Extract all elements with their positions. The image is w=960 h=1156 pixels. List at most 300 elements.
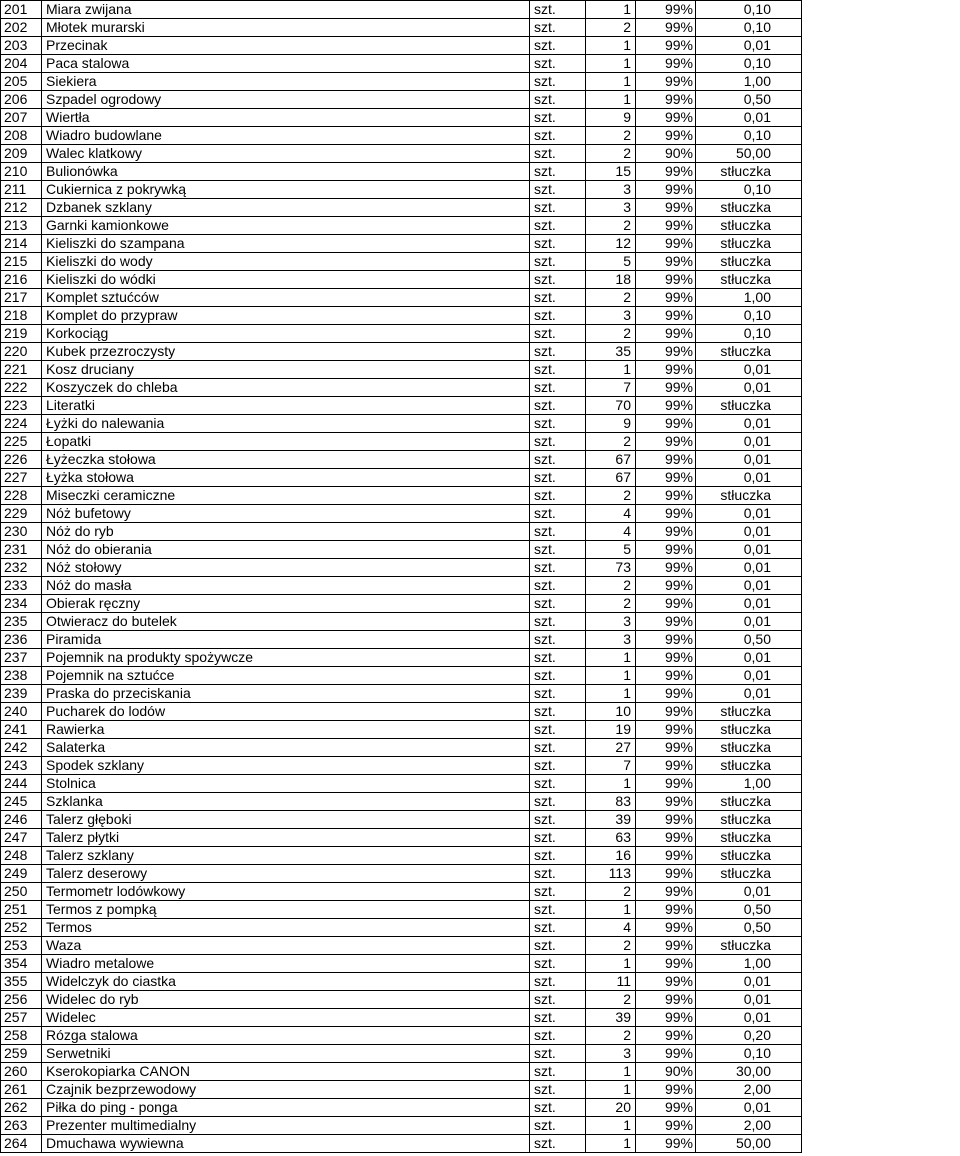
table-row bbox=[1, 649, 802, 667]
item-name-cell: Walec klatkowy bbox=[42, 145, 530, 163]
item-number-cell: 243 bbox=[1, 757, 42, 775]
item-name-cell: Kosz druciany bbox=[42, 361, 530, 379]
item-name-cell: Wiertła bbox=[42, 109, 530, 127]
item-value-cell: 0,01 bbox=[696, 37, 802, 55]
item-quantity-cell: 1 bbox=[586, 955, 636, 973]
table-row bbox=[1, 451, 802, 469]
item-name-cell: Stolnica bbox=[42, 775, 530, 793]
item-value-cell: 0,01 bbox=[696, 379, 802, 397]
item-wear-percent-cell: 99% bbox=[636, 991, 696, 1009]
item-unit-cell: szt. bbox=[530, 217, 586, 235]
item-name-cell: Obierak ręczny bbox=[42, 595, 530, 613]
item-quantity-cell: 1 bbox=[586, 901, 636, 919]
table-row bbox=[1, 739, 802, 757]
item-wear-percent-cell: 99% bbox=[636, 19, 696, 37]
item-unit-cell: szt. bbox=[530, 631, 586, 649]
item-number-cell: 236 bbox=[1, 631, 42, 649]
item-unit-cell: szt. bbox=[530, 721, 586, 739]
item-wear-percent-cell: 99% bbox=[636, 595, 696, 613]
item-unit-cell: szt. bbox=[530, 433, 586, 451]
item-number-cell: 201 bbox=[1, 1, 42, 19]
item-wear-percent-cell: 99% bbox=[636, 91, 696, 109]
item-name-cell: Dmuchawa wywiewna bbox=[42, 1135, 530, 1153]
item-value-cell: 0,01 bbox=[696, 595, 802, 613]
item-quantity-cell: 11 bbox=[586, 973, 636, 991]
item-value-cell: stłuczka bbox=[696, 721, 802, 739]
item-number-cell: 263 bbox=[1, 1117, 42, 1135]
item-number-cell: 233 bbox=[1, 577, 42, 595]
item-number-cell: 230 bbox=[1, 523, 42, 541]
item-value-cell: 0,01 bbox=[696, 523, 802, 541]
table-row bbox=[1, 541, 802, 559]
item-unit-cell: szt. bbox=[530, 181, 586, 199]
item-name-cell: Miara zwijana bbox=[42, 1, 530, 19]
item-name-cell: Literatki bbox=[42, 397, 530, 415]
item-wear-percent-cell: 99% bbox=[636, 541, 696, 559]
item-name-cell: Spodek szklany bbox=[42, 757, 530, 775]
item-wear-percent-cell: 99% bbox=[636, 757, 696, 775]
table-row bbox=[1, 703, 802, 721]
item-number-cell: 246 bbox=[1, 811, 42, 829]
item-number-cell: 261 bbox=[1, 1081, 42, 1099]
item-wear-percent-cell: 99% bbox=[636, 937, 696, 955]
table-row bbox=[1, 613, 802, 631]
item-value-cell: stłuczka bbox=[696, 217, 802, 235]
item-name-cell: Pucharek do lodów bbox=[42, 703, 530, 721]
item-quantity-cell: 3 bbox=[586, 199, 636, 217]
item-name-cell: Termos z pompką bbox=[42, 901, 530, 919]
item-number-cell: 209 bbox=[1, 145, 42, 163]
item-number-cell: 204 bbox=[1, 55, 42, 73]
item-quantity-cell: 39 bbox=[586, 811, 636, 829]
item-value-cell: 1,00 bbox=[696, 73, 802, 91]
table-row bbox=[1, 883, 802, 901]
item-name-cell: Czajnik bezprzewodowy bbox=[42, 1081, 530, 1099]
item-unit-cell: szt. bbox=[530, 613, 586, 631]
item-name-cell: Praska do przeciskania bbox=[42, 685, 530, 703]
item-quantity-cell: 1 bbox=[586, 37, 636, 55]
item-unit-cell: szt. bbox=[530, 883, 586, 901]
item-quantity-cell: 7 bbox=[586, 379, 636, 397]
item-name-cell: Rózga stalowa bbox=[42, 1027, 530, 1045]
item-name-cell: Termos bbox=[42, 919, 530, 937]
item-name-cell: Łyżeczka stołowa bbox=[42, 451, 530, 469]
item-unit-cell: szt. bbox=[530, 253, 586, 271]
item-name-cell: Talerz szklany bbox=[42, 847, 530, 865]
table-row bbox=[1, 253, 802, 271]
item-value-cell: 0,01 bbox=[696, 505, 802, 523]
item-wear-percent-cell: 99% bbox=[636, 1081, 696, 1099]
table-row bbox=[1, 397, 802, 415]
item-unit-cell: szt. bbox=[530, 199, 586, 217]
item-quantity-cell: 1 bbox=[586, 73, 636, 91]
table-row bbox=[1, 1117, 802, 1135]
table-row bbox=[1, 361, 802, 379]
item-quantity-cell: 1 bbox=[586, 55, 636, 73]
table-row bbox=[1, 631, 802, 649]
item-unit-cell: szt. bbox=[530, 55, 586, 73]
item-unit-cell: szt. bbox=[530, 361, 586, 379]
item-name-cell: Kubek przezroczysty bbox=[42, 343, 530, 361]
item-wear-percent-cell: 99% bbox=[636, 973, 696, 991]
item-quantity-cell: 27 bbox=[586, 739, 636, 757]
item-name-cell: Widelec bbox=[42, 1009, 530, 1027]
item-unit-cell: szt. bbox=[530, 1081, 586, 1099]
table-row bbox=[1, 829, 802, 847]
table-row bbox=[1, 793, 802, 811]
item-name-cell: Widelczyk do ciastka bbox=[42, 973, 530, 991]
item-number-cell: 251 bbox=[1, 901, 42, 919]
item-quantity-cell: 5 bbox=[586, 253, 636, 271]
item-value-cell: 0,01 bbox=[696, 469, 802, 487]
item-value-cell: 50,00 bbox=[696, 145, 802, 163]
item-value-cell: 0,10 bbox=[696, 307, 802, 325]
table-row bbox=[1, 667, 802, 685]
item-wear-percent-cell: 99% bbox=[636, 397, 696, 415]
item-name-cell: Pojemnik na sztućce bbox=[42, 667, 530, 685]
item-quantity-cell: 83 bbox=[586, 793, 636, 811]
item-value-cell: 0,01 bbox=[696, 1009, 802, 1027]
item-value-cell: stłuczka bbox=[696, 757, 802, 775]
item-wear-percent-cell: 99% bbox=[636, 109, 696, 127]
table-row bbox=[1, 721, 802, 739]
item-wear-percent-cell: 99% bbox=[636, 865, 696, 883]
item-unit-cell: szt. bbox=[530, 937, 586, 955]
item-number-cell: 221 bbox=[1, 361, 42, 379]
item-quantity-cell: 2 bbox=[586, 433, 636, 451]
item-unit-cell: szt. bbox=[530, 73, 586, 91]
item-wear-percent-cell: 90% bbox=[636, 1063, 696, 1081]
table-row bbox=[1, 343, 802, 361]
item-quantity-cell: 3 bbox=[586, 631, 636, 649]
table-row bbox=[1, 379, 802, 397]
item-unit-cell: szt. bbox=[530, 163, 586, 181]
table-row bbox=[1, 937, 802, 955]
item-number-cell: 260 bbox=[1, 1063, 42, 1081]
item-value-cell: 0,01 bbox=[696, 667, 802, 685]
item-wear-percent-cell: 99% bbox=[636, 631, 696, 649]
item-number-cell: 205 bbox=[1, 73, 42, 91]
item-number-cell: 242 bbox=[1, 739, 42, 757]
item-wear-percent-cell: 99% bbox=[636, 379, 696, 397]
item-name-cell: Waza bbox=[42, 937, 530, 955]
item-name-cell: Łopatki bbox=[42, 433, 530, 451]
item-quantity-cell: 73 bbox=[586, 559, 636, 577]
item-wear-percent-cell: 99% bbox=[636, 1117, 696, 1135]
table-row bbox=[1, 127, 802, 145]
item-quantity-cell: 3 bbox=[586, 1045, 636, 1063]
item-value-cell: 2,00 bbox=[696, 1081, 802, 1099]
item-name-cell: Młotek murarski bbox=[42, 19, 530, 37]
item-unit-cell: szt. bbox=[530, 1027, 586, 1045]
item-number-cell: 203 bbox=[1, 37, 42, 55]
item-value-cell: 0,01 bbox=[696, 613, 802, 631]
item-quantity-cell: 70 bbox=[586, 397, 636, 415]
item-unit-cell: szt. bbox=[530, 973, 586, 991]
item-quantity-cell: 19 bbox=[586, 721, 636, 739]
item-unit-cell: szt. bbox=[530, 901, 586, 919]
item-name-cell: Otwieracz do butelek bbox=[42, 613, 530, 631]
item-name-cell: Przecinak bbox=[42, 37, 530, 55]
item-number-cell: 224 bbox=[1, 415, 42, 433]
item-wear-percent-cell: 99% bbox=[636, 433, 696, 451]
item-name-cell: Korkociąg bbox=[42, 325, 530, 343]
item-value-cell: stłuczka bbox=[696, 163, 802, 181]
item-wear-percent-cell: 99% bbox=[636, 289, 696, 307]
item-wear-percent-cell: 99% bbox=[636, 235, 696, 253]
table-row bbox=[1, 91, 802, 109]
item-name-cell: Piłka do ping - ponga bbox=[42, 1099, 530, 1117]
item-unit-cell: szt. bbox=[530, 325, 586, 343]
item-quantity-cell: 18 bbox=[586, 271, 636, 289]
item-wear-percent-cell: 99% bbox=[636, 163, 696, 181]
item-unit-cell: szt. bbox=[530, 667, 586, 685]
item-number-cell: 257 bbox=[1, 1009, 42, 1027]
item-value-cell: 0,01 bbox=[696, 361, 802, 379]
table-row bbox=[1, 955, 802, 973]
item-quantity-cell: 5 bbox=[586, 541, 636, 559]
table-row bbox=[1, 847, 802, 865]
item-number-cell: 250 bbox=[1, 883, 42, 901]
item-value-cell: 0,10 bbox=[696, 181, 802, 199]
item-value-cell: stłuczka bbox=[696, 703, 802, 721]
item-wear-percent-cell: 99% bbox=[636, 739, 696, 757]
item-quantity-cell: 2 bbox=[586, 595, 636, 613]
item-value-cell: 1,00 bbox=[696, 955, 802, 973]
item-value-cell: 0,01 bbox=[696, 883, 802, 901]
item-unit-cell: szt. bbox=[530, 37, 586, 55]
item-wear-percent-cell: 99% bbox=[636, 811, 696, 829]
item-name-cell: Nóż do obierania bbox=[42, 541, 530, 559]
item-name-cell: Nóż do ryb bbox=[42, 523, 530, 541]
item-unit-cell: szt. bbox=[530, 541, 586, 559]
item-wear-percent-cell: 99% bbox=[636, 343, 696, 361]
item-wear-percent-cell: 99% bbox=[636, 703, 696, 721]
item-wear-percent-cell: 90% bbox=[636, 145, 696, 163]
item-wear-percent-cell: 99% bbox=[636, 721, 696, 739]
item-name-cell: Szpadel ogrodowy bbox=[42, 91, 530, 109]
item-number-cell: 237 bbox=[1, 649, 42, 667]
table-row bbox=[1, 577, 802, 595]
item-quantity-cell: 2 bbox=[586, 487, 636, 505]
table-row bbox=[1, 1027, 802, 1045]
item-number-cell: 241 bbox=[1, 721, 42, 739]
table-row bbox=[1, 19, 802, 37]
item-unit-cell: szt. bbox=[530, 127, 586, 145]
table-row bbox=[1, 973, 802, 991]
item-quantity-cell: 1 bbox=[586, 91, 636, 109]
item-value-cell: 0,10 bbox=[696, 19, 802, 37]
item-value-cell: 2,00 bbox=[696, 1117, 802, 1135]
item-wear-percent-cell: 99% bbox=[636, 919, 696, 937]
item-quantity-cell: 2 bbox=[586, 577, 636, 595]
item-quantity-cell: 9 bbox=[586, 415, 636, 433]
item-quantity-cell: 15 bbox=[586, 163, 636, 181]
item-quantity-cell: 1 bbox=[586, 1, 636, 19]
item-value-cell: 1,00 bbox=[696, 289, 802, 307]
table-row bbox=[1, 811, 802, 829]
item-quantity-cell: 1 bbox=[586, 1135, 636, 1153]
item-value-cell: 0,50 bbox=[696, 631, 802, 649]
item-wear-percent-cell: 99% bbox=[636, 1, 696, 19]
table-row bbox=[1, 757, 802, 775]
item-unit-cell: szt. bbox=[530, 1009, 586, 1027]
item-number-cell: 222 bbox=[1, 379, 42, 397]
item-unit-cell: szt. bbox=[530, 1, 586, 19]
item-quantity-cell: 2 bbox=[586, 217, 636, 235]
item-wear-percent-cell: 99% bbox=[636, 847, 696, 865]
item-name-cell: Dzbanek szklany bbox=[42, 199, 530, 217]
item-name-cell: Łyżki do nalewania bbox=[42, 415, 530, 433]
table-row bbox=[1, 1, 802, 19]
item-name-cell: Bulionówka bbox=[42, 163, 530, 181]
table-row bbox=[1, 145, 802, 163]
item-unit-cell: szt. bbox=[530, 397, 586, 415]
item-number-cell: 264 bbox=[1, 1135, 42, 1153]
item-number-cell: 355 bbox=[1, 973, 42, 991]
item-value-cell: stłuczka bbox=[696, 199, 802, 217]
table-row bbox=[1, 865, 802, 883]
item-unit-cell: szt. bbox=[530, 775, 586, 793]
table-row bbox=[1, 1045, 802, 1063]
item-wear-percent-cell: 99% bbox=[636, 667, 696, 685]
item-value-cell: 30,00 bbox=[696, 1063, 802, 1081]
table-row bbox=[1, 289, 802, 307]
item-quantity-cell: 63 bbox=[586, 829, 636, 847]
table-row bbox=[1, 109, 802, 127]
table-row bbox=[1, 1099, 802, 1117]
item-value-cell: 0,10 bbox=[696, 127, 802, 145]
item-unit-cell: szt. bbox=[530, 577, 586, 595]
item-unit-cell: szt. bbox=[530, 289, 586, 307]
item-value-cell: 0,01 bbox=[696, 109, 802, 127]
item-value-cell: stłuczka bbox=[696, 253, 802, 271]
item-value-cell: 0,01 bbox=[696, 649, 802, 667]
item-unit-cell: szt. bbox=[530, 1135, 586, 1153]
item-value-cell: stłuczka bbox=[696, 793, 802, 811]
item-name-cell: Piramida bbox=[42, 631, 530, 649]
table-row bbox=[1, 307, 802, 325]
table-row bbox=[1, 271, 802, 289]
item-value-cell: stłuczka bbox=[696, 865, 802, 883]
item-unit-cell: szt. bbox=[530, 235, 586, 253]
item-unit-cell: szt. bbox=[530, 505, 586, 523]
item-wear-percent-cell: 99% bbox=[636, 829, 696, 847]
item-unit-cell: szt. bbox=[530, 955, 586, 973]
item-value-cell: 0,01 bbox=[696, 991, 802, 1009]
item-number-cell: 226 bbox=[1, 451, 42, 469]
item-wear-percent-cell: 99% bbox=[636, 127, 696, 145]
item-wear-percent-cell: 99% bbox=[636, 559, 696, 577]
item-wear-percent-cell: 99% bbox=[636, 469, 696, 487]
item-number-cell: 240 bbox=[1, 703, 42, 721]
item-quantity-cell: 16 bbox=[586, 847, 636, 865]
item-name-cell: Rawierka bbox=[42, 721, 530, 739]
item-quantity-cell: 3 bbox=[586, 307, 636, 325]
table-row bbox=[1, 775, 802, 793]
item-unit-cell: szt. bbox=[530, 145, 586, 163]
item-number-cell: 219 bbox=[1, 325, 42, 343]
item-quantity-cell: 2 bbox=[586, 937, 636, 955]
item-unit-cell: szt. bbox=[530, 307, 586, 325]
item-quantity-cell: 7 bbox=[586, 757, 636, 775]
item-wear-percent-cell: 99% bbox=[636, 361, 696, 379]
item-value-cell: 50,00 bbox=[696, 1135, 802, 1153]
item-number-cell: 228 bbox=[1, 487, 42, 505]
item-name-cell: Widelec do ryb bbox=[42, 991, 530, 1009]
table-row bbox=[1, 523, 802, 541]
item-wear-percent-cell: 99% bbox=[636, 55, 696, 73]
item-wear-percent-cell: 99% bbox=[636, 685, 696, 703]
item-name-cell: Paca stalowa bbox=[42, 55, 530, 73]
item-value-cell: stłuczka bbox=[696, 847, 802, 865]
item-unit-cell: szt. bbox=[530, 91, 586, 109]
item-unit-cell: szt. bbox=[530, 865, 586, 883]
item-wear-percent-cell: 99% bbox=[636, 523, 696, 541]
item-value-cell: 0,01 bbox=[696, 433, 802, 451]
item-unit-cell: szt. bbox=[530, 451, 586, 469]
item-quantity-cell: 20 bbox=[586, 1099, 636, 1117]
item-unit-cell: szt. bbox=[530, 847, 586, 865]
item-number-cell: 234 bbox=[1, 595, 42, 613]
item-wear-percent-cell: 99% bbox=[636, 181, 696, 199]
item-unit-cell: szt. bbox=[530, 1045, 586, 1063]
item-wear-percent-cell: 99% bbox=[636, 199, 696, 217]
item-value-cell: 0,01 bbox=[696, 451, 802, 469]
item-quantity-cell: 1 bbox=[586, 1117, 636, 1135]
item-wear-percent-cell: 99% bbox=[636, 487, 696, 505]
item-wear-percent-cell: 99% bbox=[636, 955, 696, 973]
item-name-cell: Kserokopiarka CANON bbox=[42, 1063, 530, 1081]
item-wear-percent-cell: 99% bbox=[636, 775, 696, 793]
item-wear-percent-cell: 99% bbox=[636, 307, 696, 325]
item-wear-percent-cell: 99% bbox=[636, 1009, 696, 1027]
item-name-cell: Talerz płytki bbox=[42, 829, 530, 847]
item-number-cell: 214 bbox=[1, 235, 42, 253]
item-wear-percent-cell: 99% bbox=[636, 577, 696, 595]
item-unit-cell: szt. bbox=[530, 379, 586, 397]
item-number-cell: 253 bbox=[1, 937, 42, 955]
table-row bbox=[1, 595, 802, 613]
item-name-cell: Wiadro metalowe bbox=[42, 955, 530, 973]
item-quantity-cell: 1 bbox=[586, 685, 636, 703]
item-unit-cell: szt. bbox=[530, 595, 586, 613]
table-row bbox=[1, 1135, 802, 1153]
table-row bbox=[1, 433, 802, 451]
item-value-cell: 1,00 bbox=[696, 775, 802, 793]
item-value-cell: 0,50 bbox=[696, 919, 802, 937]
table-row bbox=[1, 487, 802, 505]
item-unit-cell: szt. bbox=[530, 703, 586, 721]
item-value-cell: stłuczka bbox=[696, 487, 802, 505]
table-row bbox=[1, 559, 802, 577]
item-number-cell: 227 bbox=[1, 469, 42, 487]
item-wear-percent-cell: 99% bbox=[636, 1045, 696, 1063]
item-unit-cell: szt. bbox=[530, 1063, 586, 1081]
item-wear-percent-cell: 99% bbox=[636, 73, 696, 91]
item-value-cell: stłuczka bbox=[696, 397, 802, 415]
item-name-cell: Cukiernica z pokrywką bbox=[42, 181, 530, 199]
item-value-cell: 0,10 bbox=[696, 1, 802, 19]
item-name-cell: Łyżka stołowa bbox=[42, 469, 530, 487]
item-quantity-cell: 4 bbox=[586, 919, 636, 937]
item-value-cell: 0,50 bbox=[696, 91, 802, 109]
item-number-cell: 256 bbox=[1, 991, 42, 1009]
item-quantity-cell: 3 bbox=[586, 613, 636, 631]
item-value-cell: 0,20 bbox=[696, 1027, 802, 1045]
table-row bbox=[1, 991, 802, 1009]
item-name-cell: Nóż bufetowy bbox=[42, 505, 530, 523]
